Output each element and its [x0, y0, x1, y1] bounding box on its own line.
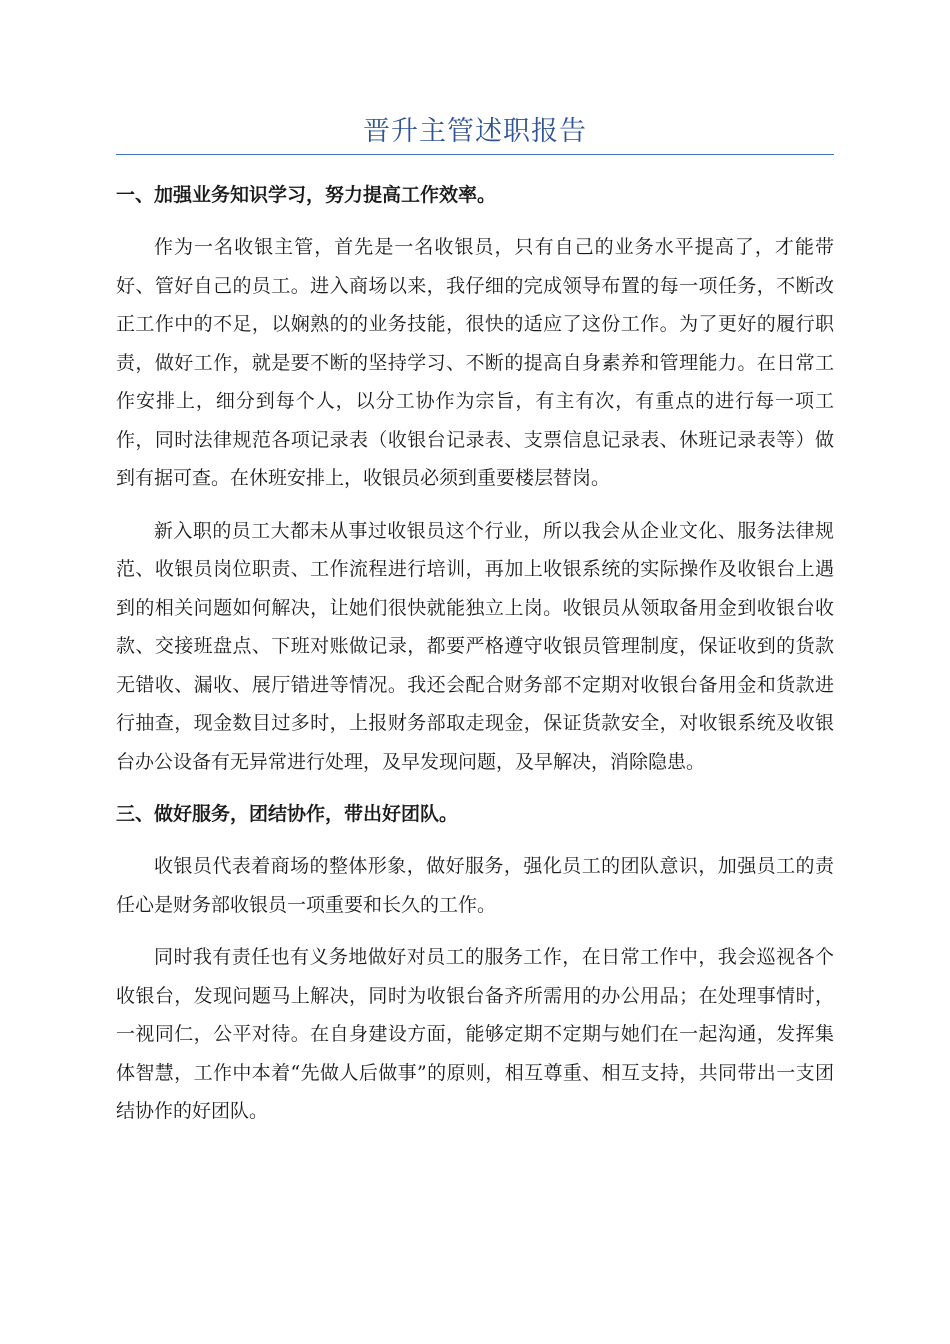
section-1-paragraph-2: 新入职的员工大都未从事过收银员这个行业，所以我会从企业文化、服务法律规范、收银员岗位职责、工作流程进行培训，再加上收银系统的实际操作及收银台上遇到的相关问题如何解决，让她们很快就能独立上岗。收银员从领取备用金到收银台收款、交接班盘点、下班对账做记录，都要严格遵守收银员管理制度，保证收到的货款无错收、漏收、展厅错进等情况。我还会配合财务部不定期对收银台备用金和货款进行抽查，现金数目过多时，上报财务部取走现金，保证货款安全，对收银系统及收银台办公设备有无异常进行处理，及早发现问题，及早解决，消除隐患。: [116, 519, 834, 773]
document-title: 晋升主管述职报告: [363, 116, 587, 147]
title-underline: [116, 154, 834, 155]
document-body: [116, 176, 834, 1145]
section-3-paragraph-2: 同时我有责任也有义务地做好对员工的服务工作，在日常工作中，我会巡视各个收银台，发现问题马上解决，同时为收银台备齐所需用的办公用品；在处理事情时，一视同仁，公平对待。在自身建设方面，能够定期不定期与她们在一起沟通，发挥集体智慧，工作中本着“先做人后做事”的原则，相互尊重、相互支持，共同带出一支团结协作的好团队。: [116, 946, 834, 1122]
section-3-paragraph-1: 收银员代表着商场的整体形象，做好服务，强化员工的团队意识，加强员工的责任心是财务部收银员一项重要和长久的工作。: [116, 855, 834, 916]
section-heading-1: 一、加强业务知识学习，努力提高工作效率。: [116, 184, 497, 206]
section-1-paragraph-1: 作为一名收银主管，首先是一名收银员，只有自己的业务水平提高了，才能带好、管好自己的员工。进入商场以来，我仔细的完成领导布置的每一项任务，不断改正工作中的不足，以娴熟的的业务技能，很快的适应了这份工作。为了更好的履行职责，做好工作，就是要不断的坚持学习、不断的提高自身素养和管理能力。在日常工作安排上，细分到每个人，以分工协作为宗旨，有主有次，有重点的进行每一项工作，同时法律规范各项记录表（收银台记录表、支票信息记录表、休班记录表等）做到有据可查。在休班安排上，收银员必须到重要楼层替岗。: [116, 236, 834, 489]
section-heading-3: 三、做好服务，团结协作，带出好团队。: [116, 803, 459, 825]
